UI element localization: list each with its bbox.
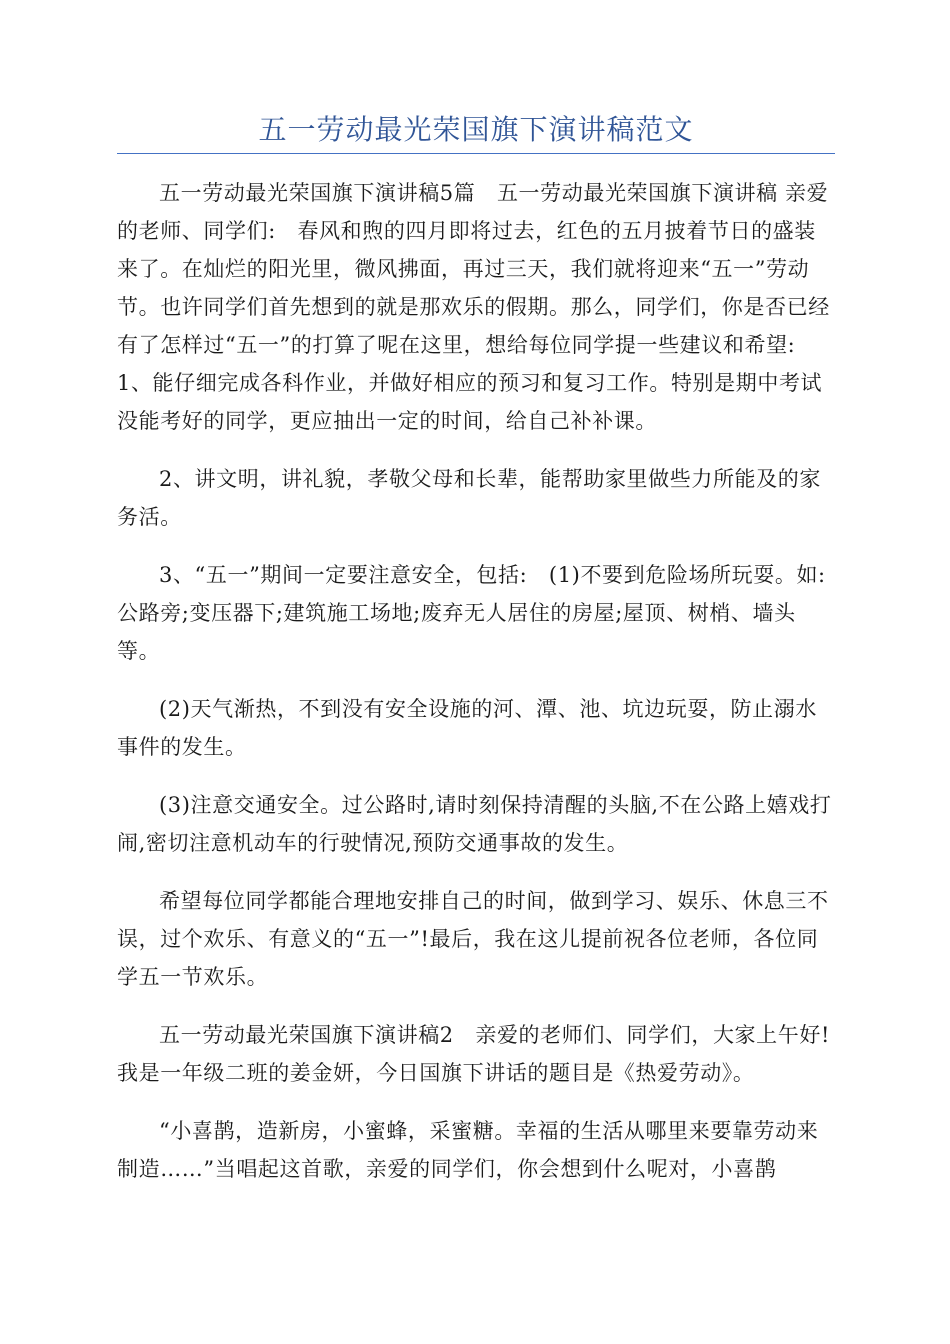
paragraph: 五一劳动最光荣国旗下演讲稿2 亲爱的老师们、同学们，大家上午好! 我是一年级二班的姜金妍，今日国旗下讲话的题目是《热爱劳动》。 bbox=[117, 1023, 852, 1085]
paragraph: 希望每位同学都能合理地安排自己的时间，做到学习、娱乐、休息三不误，过个欢乐、有意义的“五一”!最后，我在这儿提前祝各位老师，各位同学五一节欢乐。 bbox=[117, 889, 829, 989]
paragraph: 2、讲文明，讲礼貌，孝敬父母和长辈，能帮助家里做些力所能及的家务活。 bbox=[117, 467, 821, 529]
paragraph: 3、“五一”期间一定要注意安全，包括: (1)不要到危险场所玩耍。如:公路旁;变压器下;建筑施工场地;废弃无人居住的房屋;屋顶、树梢、墙头等。 bbox=[117, 563, 826, 663]
paragraph: (3)注意交通安全。过公路时,请时刻保持清醒的头脑,不在公路上嬉戏打闹,密切注意机动车的行驶情况,预防交通事故的发生。 bbox=[117, 793, 832, 855]
paragraph: (2)天气渐热，不到没有安全设施的河、潭、池、坑边玩耍，防止溺水事件的发生。 bbox=[117, 697, 817, 759]
paragraph: “小喜鹊，造新房，小蜜蜂，采蜜糖。幸福的生活从哪里来要靠劳动来制造……”当唱起这首歌，亲爱的同学们，你会想到什么呢对，小喜鹊 bbox=[117, 1119, 819, 1181]
document-title: 五一劳动最光荣国旗下演讲稿范文 bbox=[258, 113, 694, 146]
title-underline bbox=[117, 153, 835, 154]
document-body bbox=[117, 174, 852, 1208]
paragraph: 五一劳动最光荣国旗下演讲稿5篇 五一劳动最光荣国旗下演讲稿 亲爱的老师、同学们: 春风和煦的四月即将过去，红色的五月披着节日的盛装来了。在灿烂的阳光里，微风拂面，再过三天，我们就将迎来“五一”劳动节。也许同学们首先想到的就是那欢乐的假期。那么，同学们，你是否已经有了怎样过“五一”的打算了呢在这里，想给每位同学提一些建议和希望: 1、能仔细完成各科作业，并做好相应的预习和复习工作。特别是期中考试没能考好的同学，更应抽出一定的时间，给自己补补课。 bbox=[117, 181, 830, 433]
